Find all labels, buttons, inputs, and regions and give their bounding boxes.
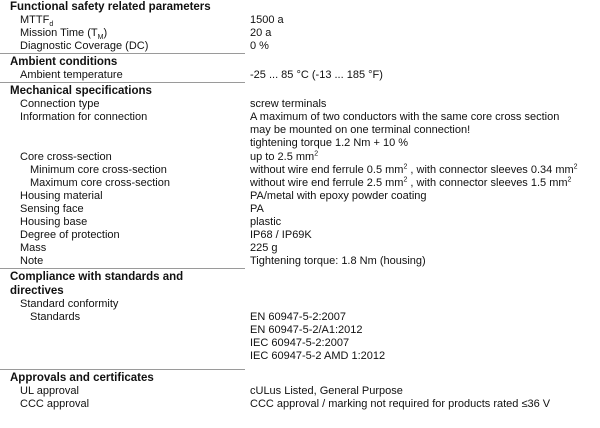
- value-mass: 225 g: [250, 242, 278, 254]
- section-title-mechanical: Mechanical specifications: [0, 82, 245, 98]
- label-diagnostic-coverage: Diagnostic Coverage (DC): [20, 40, 149, 52]
- label-housing-material: Housing material: [20, 190, 103, 202]
- value-degree-protection: IP68 / IP69K: [250, 229, 312, 241]
- value-ul-approval: cULus Listed, General Purpose: [250, 385, 403, 397]
- value-ambient-temperature: -25 ... 85 °C (-13 ... 185 °F): [250, 69, 383, 81]
- label-connection-type: Connection type: [20, 98, 100, 110]
- label-mass: Mass: [20, 242, 47, 254]
- row-ccc-approval: [0, 398, 600, 411]
- row-housing-base: [0, 216, 600, 229]
- row-connection-type: [0, 98, 600, 111]
- value-core-cross-section: up to 2.5 $mm^2$: [250, 150, 319, 163]
- value-mttf: 1500 a: [250, 14, 284, 26]
- value-information-connection: A maximum of two conductors with the same core cross section may be mounted on one terminal connection! tightening torque 1.2 Nm + 10 %: [250, 111, 560, 149]
- label-information-connection: Information for connection: [20, 111, 148, 123]
- label-standards: Standards: [30, 311, 81, 323]
- row-max-core-cross-section: [0, 177, 600, 190]
- label-ul-approval: UL approval: [20, 385, 79, 397]
- row-ambient-temperature: [0, 69, 600, 82]
- value-note: Tightening torque: 1.8 Nm (housing): [250, 255, 426, 267]
- label-core-cross-section: Core cross-section: [20, 151, 112, 163]
- section-title-approvals: Approvals and certificates: [0, 369, 245, 385]
- row-mttf: [0, 14, 600, 27]
- label-ccc-approval: CCC approval: [20, 398, 90, 410]
- label-ambient-temperature: Ambient temperature: [20, 69, 123, 81]
- row-housing-material: [0, 190, 600, 203]
- row-mission-time: [0, 27, 600, 40]
- value-housing-base: plastic: [250, 216, 282, 228]
- label-note: Note: [20, 255, 44, 267]
- label-mission-time: Mission Time $(T_M)$: [20, 27, 108, 42]
- section-title-compliance: Compliance with standards and directives: [0, 268, 245, 298]
- row-standard-conformity: [0, 298, 600, 311]
- label-standard-conformity: Standard conformity: [20, 298, 119, 310]
- section-title-ambient: Ambient conditions: [0, 53, 245, 69]
- row-standards: [0, 311, 600, 363]
- value-min-core-cross-section: without wire end ferrule 0.5 $mm^2$ , with connector sleeves 0.34 $mm^2$: [250, 163, 578, 176]
- value-ccc-approval: CCC approval / marking not required for products rated ≤36 V: [250, 398, 551, 410]
- label-sensing-face: Sensing face: [20, 203, 84, 215]
- label-max-core-cross-section: Maximum core cross-section: [30, 177, 170, 189]
- row-diagnostic-coverage: [0, 40, 600, 53]
- value-mission-time: 20 a: [250, 27, 272, 39]
- row-note: [0, 255, 600, 268]
- value-diagnostic-coverage: 0 %: [250, 40, 269, 52]
- label-degree-protection: Degree of protection: [20, 229, 120, 241]
- row-core-cross-section: [0, 151, 600, 164]
- row-degree-protection: [0, 229, 600, 242]
- section-title-functional-safety: Functional safety related parameters: [10, 1, 211, 13]
- label-mttf: $MTTF_d$: [20, 14, 54, 29]
- value-sensing-face: PA: [250, 203, 264, 215]
- row-ul-approval: [0, 385, 600, 398]
- value-connection-type: screw terminals: [250, 98, 327, 110]
- row-mass: [0, 242, 600, 255]
- row-min-core-cross-section: [0, 164, 600, 177]
- label-min-core-cross-section: Minimum core cross-section: [30, 164, 167, 176]
- label-housing-base: Housing base: [20, 216, 88, 228]
- row-sensing-face: [0, 203, 600, 216]
- value-standards: EN 60947-5-2:2007 EN 60947-5-2/A1:2012 IEC 60947-5-2:2007 IEC 60947-5-2 AMD 1:2012: [250, 311, 386, 362]
- row-information-connection: [0, 111, 600, 150]
- value-max-core-cross-section: without wire end ferrule 2.5 $mm^2$ , with connector sleeves 1.5 $mm^2$: [250, 176, 572, 189]
- value-housing-material: PA/metal with epoxy powder coating: [250, 190, 427, 202]
